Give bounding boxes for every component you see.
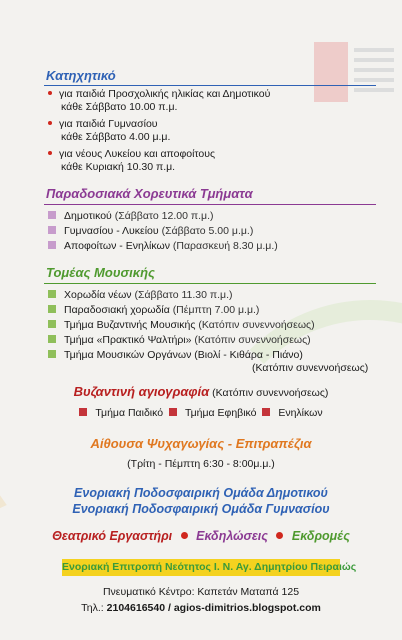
dance-item: Δημοτικού (Σάββατο 12.00 π.μ.)	[48, 210, 213, 222]
catechism-time: κάθε Σάββατο 10.00 π.μ.	[61, 101, 178, 113]
dance-title: Παραδοσιακά Χορευτικά Τμήματα	[46, 186, 253, 201]
music-item: Χορωδία νέων (Σάββατο 11.30 π.μ.)	[48, 289, 233, 301]
music-item: Τμήμα «Πρακτικό Ψαλτήρι» (Κατόπιν συνεννοήσεως)	[48, 334, 311, 346]
music-title: Τομέας Μουσικής	[46, 265, 155, 280]
music-item-detail: (Κατόπιν συνεννοήσεως)	[252, 362, 369, 374]
catechism-time: κάθε Κυριακή 10.30 π.μ.	[61, 161, 176, 173]
football-team-primary: Ενοριακή Ποδοσφαιρική Ομάδα Δημοτικού	[74, 486, 328, 500]
bullet-square-icon	[48, 350, 56, 358]
blog-link[interactable]: agios-dimitrios.blogspot.com	[173, 602, 321, 614]
recreation-hours: (Τρίτη - Πέμπτη 6:30 - 8:00μ.μ.)	[127, 458, 275, 470]
bullet-square-icon	[48, 320, 56, 328]
bullet-dot-icon	[276, 532, 283, 539]
footer-address: Πνευματικό Κέντρο: Καπετάν Ματαπά 125	[102, 586, 300, 598]
bullet-square-icon	[48, 241, 56, 249]
music-item: Τμήμα Βυζαντινής Μουσικής (Κατόπιν συνεννοήσεως)	[48, 319, 315, 331]
bullet-icon	[48, 121, 52, 125]
catechism-time: κάθε Σάββατο 4.00 μ.μ.	[61, 131, 171, 143]
dance-item: Γυμνασίου - Λυκείου (Σάββατο 5.00 μ.μ.)	[48, 225, 253, 237]
iconography-heading: Βυζαντινή αγιογραφία (Κατόπιν συνεννοήσεως)	[73, 384, 329, 399]
recreation-title: Αίθουσα Ψυχαγωγίας - Επιτραπέζια	[90, 436, 312, 451]
catechism-divider	[44, 85, 376, 86]
music-item: Παραδοσιακή χορωδία (Πέμπτη 7.00 μ.μ.)	[48, 304, 259, 316]
music-divider	[44, 283, 376, 284]
football-team-secondary: Ενοριακή Ποδοσφαιρική Ομάδα Γυμνασίου	[72, 502, 330, 516]
bullet-icon	[48, 151, 52, 155]
dance-item: Αποφοίτων - Ενηλίκων (Παρασκευή 8.30 μ.μ.)	[48, 240, 278, 252]
activities-line: Θεατρικό Εργαστήρι Εκδηλώσεις Εκδρομές	[52, 529, 350, 543]
committee-banner: Ενοριακή Επιτροπή Νεότητος Ι. Ν. Αγ. Δημητρίου Πειραιώς	[62, 559, 340, 576]
faded-cover-graphic	[314, 28, 394, 138]
catechism-item: για παιδιά Γυμνασίου	[48, 118, 158, 130]
music-item: Τμήμα Μουσικών Οργάνων (Βιολί - Κιθάρα - Πιάνο)	[48, 349, 303, 361]
bullet-square-icon	[48, 226, 56, 234]
phone-number: 2104616540	[106, 602, 166, 614]
bullet-square-icon	[48, 290, 56, 298]
dance-divider	[44, 204, 376, 205]
bullet-square-icon	[48, 305, 56, 313]
bullet-square-icon	[169, 408, 177, 416]
bullet-square-icon	[262, 408, 270, 416]
footer-contact: Τηλ.: 2104616540 / agios-dimitrios.blogspot.com	[81, 602, 321, 614]
catechism-title: Κατηχητικό	[46, 68, 116, 83]
bullet-square-icon	[48, 335, 56, 343]
catechism-item: για παιδιά Προσχολικής ηλικίας και Δημοτικού	[48, 88, 270, 100]
catechism-item: για νέους Λυκείου και αποφοίτους	[48, 148, 215, 160]
bullet-square-icon	[48, 211, 56, 219]
bullet-dot-icon	[181, 532, 188, 539]
bullet-square-icon	[79, 408, 87, 416]
bullet-icon	[48, 91, 52, 95]
iconography-levels: Τμήμα Παιδικό Τμήμα Εφηβικό Ενηλίκων	[0, 407, 402, 419]
